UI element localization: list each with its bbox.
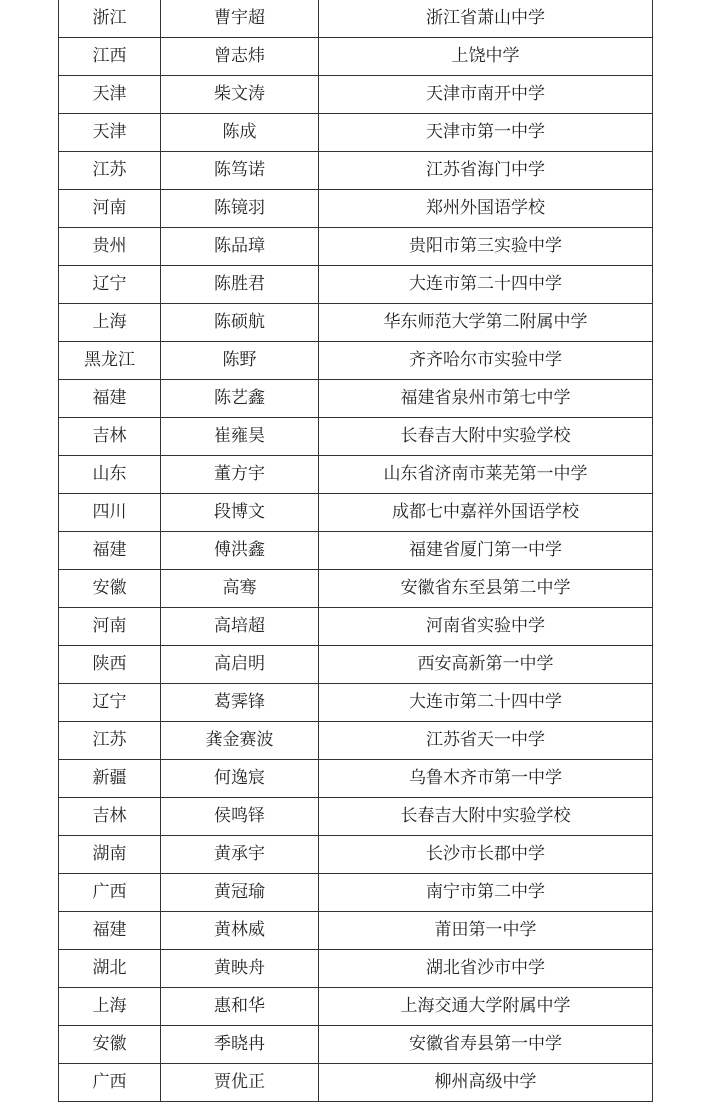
table-row: [59, 38, 653, 76]
school-cell: 安徽省东至县第二中学: [319, 570, 653, 608]
province-cell: 上海: [59, 304, 161, 342]
name-cell: 何逸宸: [161, 760, 319, 798]
province-cell: 天津: [59, 114, 161, 152]
school-cell: 南宁市第二中学: [319, 874, 653, 912]
school-cell: 贵阳市第三实验中学: [319, 228, 653, 266]
name-cell: 陈胜君: [161, 266, 319, 304]
school-cell: 长春吉大附中实验学校: [319, 798, 653, 836]
table-body: [59, 0, 653, 1102]
school-cell: 福建省厦门第一中学: [319, 532, 653, 570]
province-cell: 贵州: [59, 228, 161, 266]
table-row: [59, 988, 653, 1026]
school-cell: 天津市第一中学: [319, 114, 653, 152]
name-cell: 黄冠瑜: [161, 874, 319, 912]
name-cell: 黄映舟: [161, 950, 319, 988]
name-cell: 贾优正: [161, 1064, 319, 1102]
province-cell: 四川: [59, 494, 161, 532]
table-row: [59, 190, 653, 228]
school-cell: 大连市第二十四中学: [319, 266, 653, 304]
table-row: [59, 0, 653, 38]
province-cell: 湖北: [59, 950, 161, 988]
name-cell: 段博文: [161, 494, 319, 532]
table-row: [59, 114, 653, 152]
school-cell: 江苏省海门中学: [319, 152, 653, 190]
table-row: [59, 342, 653, 380]
school-cell: 齐齐哈尔市实验中学: [319, 342, 653, 380]
name-cell: 季晓冉: [161, 1026, 319, 1064]
province-cell: 江苏: [59, 722, 161, 760]
name-cell: 高启明: [161, 646, 319, 684]
province-cell: 辽宁: [59, 266, 161, 304]
province-cell: 福建: [59, 912, 161, 950]
province-cell: 河南: [59, 608, 161, 646]
name-cell: 傅洪鑫: [161, 532, 319, 570]
table-row: [59, 1026, 653, 1064]
province-cell: 福建: [59, 532, 161, 570]
school-cell: 江苏省天一中学: [319, 722, 653, 760]
table-row: [59, 456, 653, 494]
table-row: [59, 874, 653, 912]
table-row: [59, 304, 653, 342]
name-cell: 惠和华: [161, 988, 319, 1026]
school-cell: 长春吉大附中实验学校: [319, 418, 653, 456]
table-row: [59, 532, 653, 570]
school-cell: 乌鲁木齐市第一中学: [319, 760, 653, 798]
school-cell: 西安高新第一中学: [319, 646, 653, 684]
student-list-table-container: [58, 0, 652, 1102]
name-cell: 黄承宇: [161, 836, 319, 874]
province-cell: 安徽: [59, 570, 161, 608]
name-cell: 陈成: [161, 114, 319, 152]
name-cell: 陈镜羽: [161, 190, 319, 228]
name-cell: 陈笃诺: [161, 152, 319, 190]
school-cell: 柳州高级中学: [319, 1064, 653, 1102]
school-cell: 大连市第二十四中学: [319, 684, 653, 722]
school-cell: 山东省济南市莱芜第一中学: [319, 456, 653, 494]
name-cell: 侯鸣铎: [161, 798, 319, 836]
table-row: [59, 950, 653, 988]
name-cell: 陈品璋: [161, 228, 319, 266]
table-row: [59, 912, 653, 950]
province-cell: 吉林: [59, 798, 161, 836]
name-cell: 高培超: [161, 608, 319, 646]
name-cell: 龚金赛波: [161, 722, 319, 760]
province-cell: 天津: [59, 76, 161, 114]
table-row: [59, 418, 653, 456]
name-cell: 崔雍昊: [161, 418, 319, 456]
name-cell: 葛霁锋: [161, 684, 319, 722]
school-cell: 莆田第一中学: [319, 912, 653, 950]
table-row: [59, 836, 653, 874]
province-cell: 新疆: [59, 760, 161, 798]
school-cell: 福建省泉州市第七中学: [319, 380, 653, 418]
table-row: [59, 684, 653, 722]
school-cell: 长沙市长郡中学: [319, 836, 653, 874]
name-cell: 曾志炜: [161, 38, 319, 76]
table-row: [59, 608, 653, 646]
province-cell: 安徽: [59, 1026, 161, 1064]
table-row: [59, 646, 653, 684]
province-cell: 浙江: [59, 0, 161, 38]
name-cell: 黄林威: [161, 912, 319, 950]
table-row: [59, 722, 653, 760]
province-cell: 广西: [59, 1064, 161, 1102]
student-list-table: [58, 0, 653, 1102]
province-cell: 吉林: [59, 418, 161, 456]
province-cell: 黑龙江: [59, 342, 161, 380]
province-cell: 上海: [59, 988, 161, 1026]
school-cell: 安徽省寿县第一中学: [319, 1026, 653, 1064]
table-row: [59, 76, 653, 114]
name-cell: 陈硕航: [161, 304, 319, 342]
province-cell: 湖南: [59, 836, 161, 874]
province-cell: 江西: [59, 38, 161, 76]
school-cell: 郑州外国语学校: [319, 190, 653, 228]
school-cell: 成都七中嘉祥外国语学校: [319, 494, 653, 532]
table-row: [59, 494, 653, 532]
table-row: [59, 152, 653, 190]
table-row: [59, 1064, 653, 1102]
table-row: [59, 760, 653, 798]
table-row: [59, 380, 653, 418]
name-cell: 陈野: [161, 342, 319, 380]
province-cell: 广西: [59, 874, 161, 912]
table-row: [59, 570, 653, 608]
table-row: [59, 266, 653, 304]
province-cell: 福建: [59, 380, 161, 418]
province-cell: 山东: [59, 456, 161, 494]
table-row: [59, 798, 653, 836]
name-cell: 柴文涛: [161, 76, 319, 114]
school-cell: 上海交通大学附属中学: [319, 988, 653, 1026]
province-cell: 陕西: [59, 646, 161, 684]
school-cell: 天津市南开中学: [319, 76, 653, 114]
province-cell: 河南: [59, 190, 161, 228]
province-cell: 江苏: [59, 152, 161, 190]
name-cell: 曹宇超: [161, 0, 319, 38]
school-cell: 上饶中学: [319, 38, 653, 76]
name-cell: 陈艺鑫: [161, 380, 319, 418]
school-cell: 河南省实验中学: [319, 608, 653, 646]
school-cell: 湖北省沙市中学: [319, 950, 653, 988]
table-row: [59, 228, 653, 266]
school-cell: 华东师范大学第二附属中学: [319, 304, 653, 342]
province-cell: 辽宁: [59, 684, 161, 722]
name-cell: 董方宇: [161, 456, 319, 494]
name-cell: 高骞: [161, 570, 319, 608]
school-cell: 浙江省萧山中学: [319, 0, 653, 38]
